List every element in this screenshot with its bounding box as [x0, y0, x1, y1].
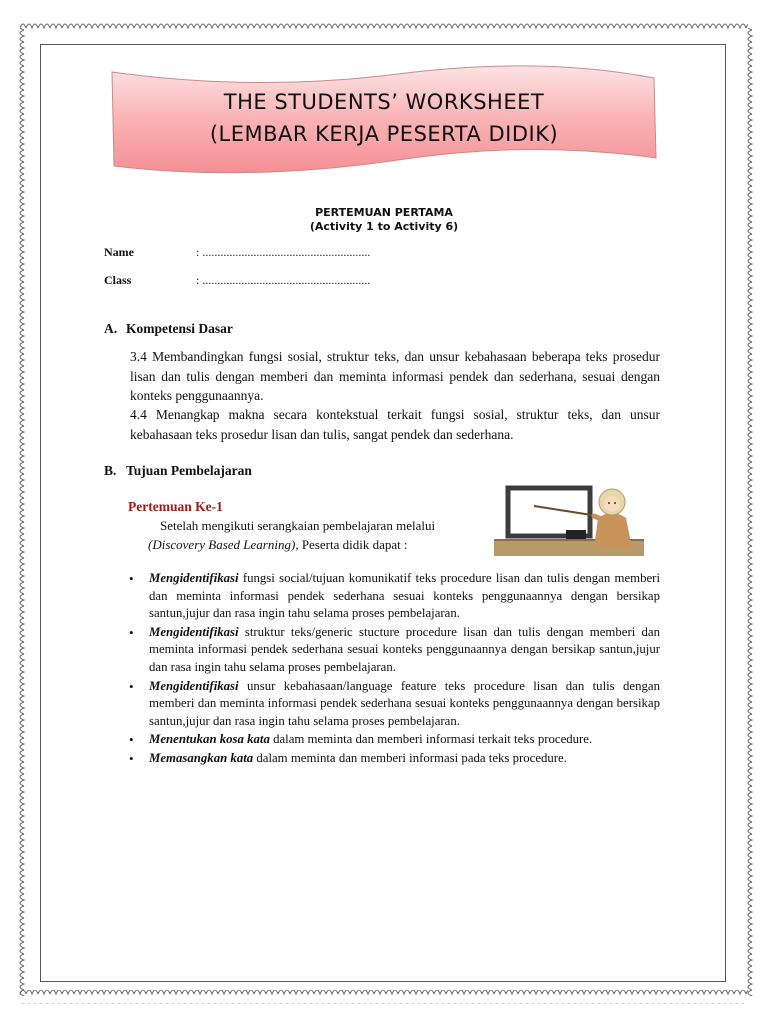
objective-text: dalam meminta dan memberi informasi terkait teks procedure. [269, 732, 593, 747]
objective-keyword: Menentukan kosa kata [149, 732, 270, 747]
competency-number: 3.4 [130, 349, 147, 364]
meeting-subtitle: (Activity 1 to Activity 6) [309, 220, 459, 233]
objectives-list [128, 570, 660, 769]
objective-text: unsur kebahasaan/language feature teks procedure lisan dan tulis dengan memberi dan meminta informasi pendek sederhana sesuai konteks penggunaannya dengan bersikap santun,jujur dan rasa ingin tahu selama proses pembelajaran. [149, 678, 660, 728]
competency-item [130, 405, 660, 444]
section-a-number: A. [104, 321, 118, 336]
bullet-icon: • [129, 732, 134, 748]
competency-item [130, 347, 660, 406]
name-label: Name [104, 245, 134, 259]
worksheet-title [108, 86, 660, 150]
bullet-icon: • [129, 624, 134, 640]
objective-text: fungsi social/tujuan komunikatif teks procedure lisan dan tulis dengan memberi dan meminta informasi pendek sederhana sesuai konteks penggunaannya dengan bersikap santun,jujur dan rasa ingin tahu selama proses pembelajaran. [149, 571, 660, 621]
intro-line-1 [148, 516, 493, 536]
competency-text: Menangkap makna secara kontekstual terkait fungsi sosial, struktur teks, dan unsur kebahasaan teks prosedur lisan dan tulis, sangat pendek dan sederhana. [130, 407, 660, 442]
intro-method: (Discovery Based Learning) [148, 537, 296, 552]
list-item [128, 750, 660, 768]
title-line-2: (LEMBAR KERJA PESERTA DIDIK) [209, 122, 559, 146]
class-field[interactable] [104, 273, 370, 288]
section-b-number: B. [104, 463, 117, 478]
intro-rest: , Peserta didik dapat : [295, 537, 408, 552]
section-b-title: Tujuan Pembelajaran [126, 463, 252, 478]
meeting-heading: Pertemuan Ke-1 [128, 499, 223, 514]
competency-text: Membandingkan fungsi sosial, struktur teks, dan unsur kebahasaan beberapa teks prosedur lisan dan tulis dengan memberi dan meminta informasi pendek dan sederhana, sesuai dengan konteks penggunaannya. [130, 349, 660, 403]
list-item [128, 731, 660, 749]
intro-text: Setelah mengikuti serangkaian pembelajaran melalui [160, 518, 436, 533]
list-item [128, 678, 660, 731]
bullet-icon: • [129, 750, 134, 766]
section-a-heading [104, 321, 233, 337]
title-line-1: THE STUDENTS’ WORKSHEET [223, 90, 545, 114]
objective-keyword: Memasangkan kata [149, 750, 254, 765]
objective-keyword: Mengidentifikasi [149, 678, 239, 693]
list-item [128, 624, 660, 677]
meeting-title: PERTEMUAN PERTAMA [315, 206, 453, 219]
list-item [128, 570, 660, 623]
name-blank: : ........................................................ [196, 245, 371, 259]
objective-keyword: Mengidentifikasi [149, 624, 239, 639]
section-a-title: Kompetensi Dasar [126, 321, 233, 336]
objective-text: struktur teks/generic stucture procedure lisan dan tulis dengan memberi dan meminta informasi pendek sederhana sesuai konteks penggunaannya dengan bersikap santun,jujur dan rasa ingin tahu selama proses pembelajaran. [149, 624, 660, 674]
class-blank: : ........................................................ [196, 273, 371, 287]
intro-line-2 [148, 535, 493, 555]
objective-text: dalam meminta dan memberi informasi pada teks procedure. [253, 750, 567, 765]
name-field[interactable] [104, 245, 370, 260]
class-label: Class [104, 273, 132, 287]
teacher-at-whiteboard-icon [494, 478, 644, 556]
objective-keyword: Mengidentifikasi [149, 571, 239, 585]
competency-number: 4.4 [130, 407, 147, 422]
section-b-heading [104, 463, 252, 479]
bullet-icon: • [129, 678, 134, 694]
bullet-icon: • [129, 571, 134, 586]
